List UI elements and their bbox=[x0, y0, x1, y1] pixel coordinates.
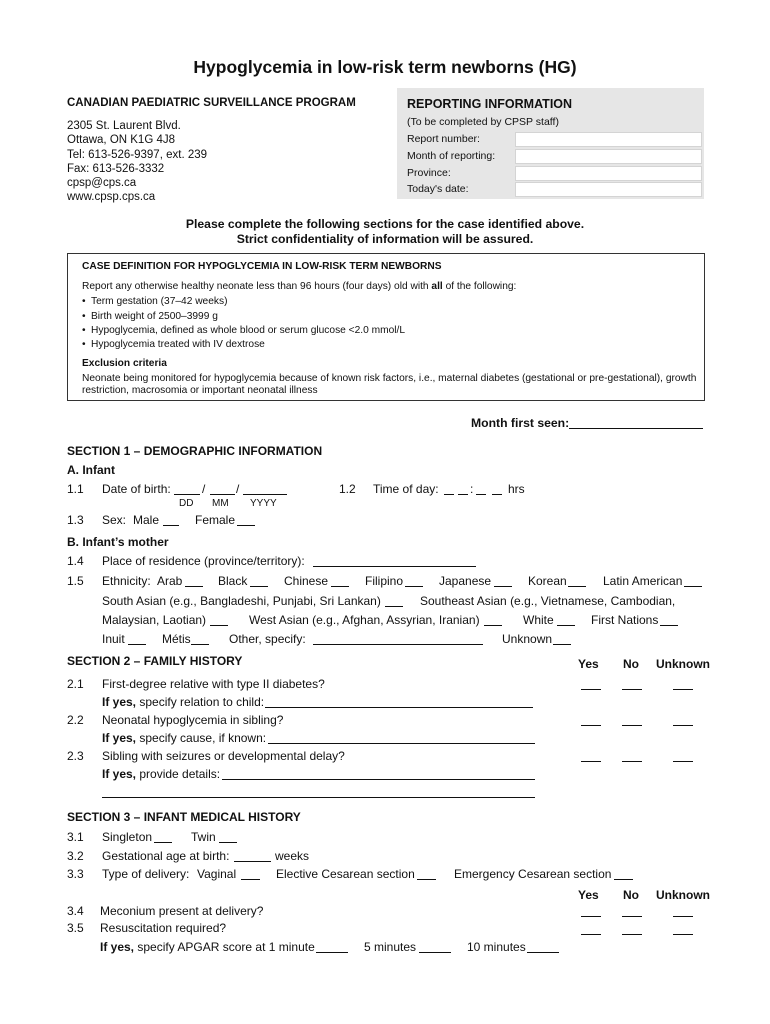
criteria-text: Birth weight of 2500–3999 g bbox=[91, 311, 218, 322]
time-minute-field[interactable] bbox=[476, 494, 486, 495]
q1-2-number: 1.2 bbox=[339, 482, 356, 496]
exclusion-title: Exclusion criteria bbox=[82, 358, 167, 369]
delivery-vaginal-field[interactable] bbox=[241, 879, 260, 880]
ethnicity-option-unknown: Unknown bbox=[502, 632, 553, 646]
twin-label: Twin bbox=[191, 830, 216, 844]
section1-title: SECTION 1 – DEMOGRAPHIC INFORMATION bbox=[67, 444, 323, 458]
q3-4-no-field[interactable] bbox=[622, 916, 642, 917]
address-line: Fax: 613-526-3332 bbox=[67, 162, 165, 175]
gestational-age-weeks: weeks bbox=[275, 849, 310, 863]
if-yes-label: If yes, bbox=[102, 731, 137, 745]
criteria-item: • Term gestation (37–42 weeks) bbox=[82, 296, 228, 307]
instruction-line: Strict confidentiality of information will be assured. bbox=[236, 232, 534, 246]
q2-1-unknown-field[interactable] bbox=[673, 689, 693, 690]
q3-1-number: 3.1 bbox=[67, 830, 84, 844]
ethnicity-option-latin-american: Latin American bbox=[603, 574, 683, 588]
resuscitation-label: Resuscitation required? bbox=[100, 921, 227, 935]
q2-1-yes-field[interactable] bbox=[581, 689, 601, 690]
dob-separator: / bbox=[236, 482, 240, 496]
sex-male-label: Male bbox=[133, 513, 160, 527]
case-definition-intro bbox=[82, 281, 516, 292]
intro-text: Report any otherwise healthy neonate less than 96 hours (four days) old with bbox=[82, 281, 432, 292]
delivery-emergency-field[interactable] bbox=[614, 879, 633, 880]
gestational-age-field[interactable] bbox=[234, 861, 271, 862]
ethnicity-option-first-nations: First Nations bbox=[591, 613, 659, 627]
ethnicity-option-south-asian: South Asian (e.g., Bangladeshi, Punjabi, Sri Lankan) bbox=[102, 594, 381, 608]
ethnicity-option-west-asian: West Asian (e.g., Afghan, Assyrian, Iranian) bbox=[249, 613, 480, 627]
ethnicity-japanese-field[interactable] bbox=[494, 586, 512, 587]
ethnicity-first-nations-field[interactable] bbox=[660, 625, 678, 626]
ethnicity-label: Ethnicity: bbox=[102, 574, 151, 588]
followup-text: provide details: bbox=[136, 767, 221, 781]
dob-dd-caption: DD bbox=[179, 498, 194, 509]
q2-1-label: First-degree relative with type II diabetes? bbox=[102, 677, 325, 691]
dob-separator: / bbox=[202, 482, 206, 496]
q1-5-number: 1.5 bbox=[67, 574, 84, 588]
ethnicity-metis-field[interactable] bbox=[191, 644, 209, 645]
province-label: Province: bbox=[407, 167, 451, 179]
q3-5-yes-field[interactable] bbox=[581, 934, 601, 935]
ethnicity-white-field[interactable] bbox=[557, 625, 575, 626]
q2-3-details-field-line2[interactable] bbox=[102, 797, 535, 798]
intro-text-end: of the following: bbox=[442, 281, 517, 292]
singleton-field[interactable] bbox=[154, 842, 172, 843]
criteria-item: • Hypoglycemia, defined as whole blood or serum glucose <2.0 mmol/L bbox=[82, 325, 405, 336]
q2-1-number: 2.1 bbox=[67, 677, 84, 691]
q1-3-number: 1.3 bbox=[67, 513, 84, 527]
q2-1-followup bbox=[102, 695, 264, 709]
report-number-label: Report number: bbox=[407, 133, 480, 145]
q2-2-unknown-field[interactable] bbox=[673, 725, 693, 726]
apgar-10min-field[interactable] bbox=[527, 952, 559, 953]
q1-4-number: 1.4 bbox=[67, 554, 84, 568]
q2-2-yes-field[interactable] bbox=[581, 725, 601, 726]
criteria-item: • Hypoglycemia treated with IV dextrose bbox=[82, 339, 265, 350]
reporting-note: (To be completed by CPSP staff) bbox=[407, 116, 559, 128]
date-of-birth-label: Date of birth: bbox=[102, 482, 171, 496]
dob-year-field[interactable] bbox=[243, 494, 287, 495]
delivery-elective-field[interactable] bbox=[417, 879, 436, 880]
month-of-reporting-label: Month of reporting: bbox=[407, 150, 496, 162]
apgar-followup bbox=[100, 940, 315, 954]
form-title: Hypoglycemia in low-risk term newborns (HG) bbox=[193, 57, 577, 77]
q2-3-followup bbox=[102, 767, 220, 781]
q3-4-yes-field[interactable] bbox=[581, 916, 601, 917]
exclusion-line: Neonate being monitored for hypoglycemia because of known risk factors, i.e., maternal diabetes (gestational or pre-gestational), growth bbox=[82, 373, 697, 384]
time-separator: : bbox=[470, 482, 474, 496]
q3-5-number: 3.5 bbox=[67, 921, 84, 935]
q3-4-unknown-field[interactable] bbox=[673, 916, 693, 917]
if-yes-label: If yes, bbox=[100, 940, 135, 954]
month-of-reporting-field[interactable] bbox=[515, 149, 702, 164]
q3-2-number: 3.2 bbox=[67, 849, 84, 863]
infant-subtitle: A. Infant bbox=[67, 463, 115, 477]
ethnicity-option-black: Black bbox=[218, 574, 248, 588]
criteria-item: • Birth weight of 2500–3999 g bbox=[82, 311, 218, 322]
dob-month-field[interactable] bbox=[210, 494, 235, 495]
ethnicity-west-asian-field[interactable] bbox=[484, 625, 502, 626]
q2-3-no-field[interactable] bbox=[622, 761, 642, 762]
time-hour-field[interactable] bbox=[458, 494, 468, 495]
followup-text: specify cause, if known: bbox=[136, 731, 267, 745]
q2-3-number: 2.3 bbox=[67, 749, 84, 763]
sex-male-field[interactable] bbox=[163, 525, 179, 526]
ethnicity-other-field[interactable] bbox=[313, 644, 483, 645]
org-address bbox=[67, 119, 207, 205]
residence-label: Place of residence (province/territory): bbox=[102, 554, 305, 568]
ethnicity-korean-field[interactable] bbox=[568, 586, 586, 587]
time-hrs-suffix: hrs bbox=[508, 482, 525, 496]
reporting-title: REPORTING INFORMATION bbox=[407, 97, 573, 111]
month-first-seen-label: Month first seen: bbox=[471, 416, 570, 430]
gestational-age-label: Gestational age at birth: bbox=[102, 849, 230, 863]
mother-subtitle: B. Infant’s mother bbox=[67, 535, 169, 549]
singleton-label: Singleton bbox=[102, 830, 153, 844]
ethnicity-south-asian-field[interactable] bbox=[385, 606, 403, 607]
dob-mm-caption: MM bbox=[212, 498, 229, 509]
ethnicity-black-field[interactable] bbox=[250, 586, 268, 587]
residence-field[interactable] bbox=[313, 566, 476, 567]
apgar-5min-label: 5 minutes bbox=[364, 940, 417, 954]
q2-3-unknown-field[interactable] bbox=[673, 761, 693, 762]
q2-3-label: Sibling with seizures or developmental delay? bbox=[102, 749, 345, 763]
q2-2-followup bbox=[102, 731, 266, 745]
criteria-text: Hypoglycemia, defined as whole blood or serum glucose <2.0 mmol/L bbox=[91, 325, 405, 336]
address-line: 2305 St. Laurent Blvd. bbox=[67, 120, 181, 132]
q1-1-number: 1.1 bbox=[67, 482, 84, 496]
q2-3-yes-field[interactable] bbox=[581, 761, 601, 762]
address-line: www.cpsp.cps.ca bbox=[67, 191, 156, 204]
address-line: Ottawa, ON K1G 4J8 bbox=[67, 134, 176, 147]
ethnicity-southeast-asian-field[interactable] bbox=[210, 625, 228, 626]
ethnicity-chinese-field[interactable] bbox=[331, 586, 349, 587]
q2-2-cause-field[interactable] bbox=[268, 743, 535, 744]
q2-1-relation-field[interactable] bbox=[265, 707, 533, 708]
time-minute-field[interactable] bbox=[492, 494, 502, 495]
col-no: No bbox=[623, 888, 639, 902]
address-line: cpsp@cps.ca bbox=[67, 177, 137, 190]
address-line: Tel: 613-526-9397, ext. 239 bbox=[67, 148, 208, 161]
section3-title: SECTION 3 – INFANT MEDICAL HISTORY bbox=[67, 810, 301, 824]
criteria-text: Hypoglycemia treated with IV dextrose bbox=[91, 339, 265, 350]
time-hour-field[interactable] bbox=[444, 494, 454, 495]
col-yes: Yes bbox=[578, 657, 599, 671]
apgar-10min-label: 10 minutes bbox=[467, 940, 526, 954]
time-of-day-label: Time of day: bbox=[373, 482, 439, 496]
todays-date-field[interactable] bbox=[515, 182, 702, 197]
ethnicity-filipino-field[interactable] bbox=[405, 586, 423, 587]
sex-female-label: Female bbox=[195, 513, 236, 527]
ethnicity-option-korean: Korean bbox=[528, 574, 567, 588]
dob-day-field[interactable] bbox=[174, 494, 200, 495]
followup-text: specify relation to child: bbox=[136, 695, 265, 709]
meconium-label: Meconium present at delivery? bbox=[100, 904, 264, 918]
case-definition-title: CASE DEFINITION FOR HYPOGLYCEMIA IN LOW-RISK TERM NEWBORNS bbox=[82, 261, 442, 272]
sex-female-field[interactable] bbox=[237, 525, 255, 526]
month-first-seen-field[interactable] bbox=[569, 428, 703, 429]
delivery-emergency-label: Emergency Cesarean section bbox=[454, 867, 612, 881]
todays-date-label: Today's date: bbox=[407, 183, 469, 195]
delivery-elective-label: Elective Cesarean section bbox=[276, 867, 415, 881]
ethnicity-inuit-field[interactable] bbox=[128, 644, 146, 645]
followup-text: specify APGAR score at 1 minute bbox=[134, 940, 315, 954]
instruction-line: Please complete the following sections for the case identified above. bbox=[185, 217, 585, 231]
ethnicity-option-white: White bbox=[523, 613, 554, 627]
if-yes-label: If yes, bbox=[102, 767, 137, 781]
col-unknown: Unknown bbox=[656, 657, 710, 671]
delivery-vaginal-label: Vaginal bbox=[197, 867, 237, 881]
q2-3-details-field[interactable] bbox=[222, 779, 535, 780]
twin-field[interactable] bbox=[219, 842, 237, 843]
sex-label: Sex: bbox=[102, 513, 127, 527]
ethnicity-latin-american-field[interactable] bbox=[684, 586, 702, 587]
q3-5-no-field[interactable] bbox=[622, 934, 642, 935]
province-field[interactable] bbox=[515, 166, 702, 181]
ethnicity-option-southeast-asian: Southeast Asian (e.g., Vietnamese, Cambodian, bbox=[420, 594, 676, 608]
delivery-type-label: Type of delivery: bbox=[102, 867, 190, 881]
q3-4-number: 3.4 bbox=[67, 904, 84, 918]
section2-title: SECTION 2 – FAMILY HISTORY bbox=[67, 654, 243, 668]
q3-3-number: 3.3 bbox=[67, 867, 84, 881]
col-unknown: Unknown bbox=[656, 888, 710, 902]
q2-2-number: 2.2 bbox=[67, 713, 84, 727]
if-yes-label: If yes, bbox=[102, 695, 137, 709]
exclusion-line: restriction, macrosomia or important neonatal illness bbox=[82, 385, 318, 396]
q2-1-no-field[interactable] bbox=[622, 689, 642, 690]
ethnicity-option-arab: Arab bbox=[157, 574, 183, 588]
ethnicity-option-chinese: Chinese bbox=[284, 574, 329, 588]
q2-2-label: Neonatal hypoglycemia in sibling? bbox=[102, 713, 284, 727]
col-no: No bbox=[623, 657, 639, 671]
ethnicity-unknown-field[interactable] bbox=[553, 644, 571, 645]
ethnicity-option-metis: Métis bbox=[162, 632, 191, 646]
intro-emphasis: all bbox=[431, 281, 443, 292]
q3-5-unknown-field[interactable] bbox=[673, 934, 693, 935]
org-name: CANADIAN PAEDIATRIC SURVEILLANCE PROGRAM bbox=[67, 97, 356, 109]
ethnicity-option-japanese: Japanese bbox=[439, 574, 492, 588]
ethnicity-arab-field[interactable] bbox=[185, 586, 203, 587]
q2-2-no-field[interactable] bbox=[622, 725, 642, 726]
apgar-1min-field[interactable] bbox=[316, 952, 348, 953]
criteria-text: Term gestation (37–42 weeks) bbox=[91, 296, 228, 307]
ethnicity-option-other: Other, specify: bbox=[229, 632, 306, 646]
dob-yyyy-caption: YYYY bbox=[250, 498, 277, 509]
ethnicity-option-inuit: Inuit bbox=[102, 632, 125, 646]
col-yes: Yes bbox=[578, 888, 599, 902]
report-number-field[interactable] bbox=[515, 132, 702, 147]
ethnicity-option-southeast-asian-cont: Malaysian, Laotian) bbox=[102, 613, 207, 627]
apgar-5min-field[interactable] bbox=[419, 952, 451, 953]
ethnicity-option-filipino: Filipino bbox=[365, 574, 404, 588]
